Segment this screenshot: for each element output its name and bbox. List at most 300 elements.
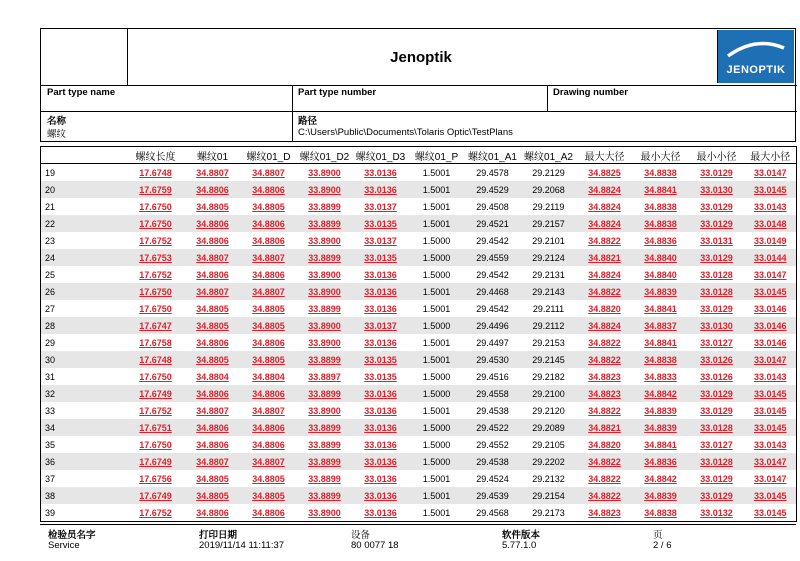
table-cell: 29.2112 xyxy=(521,317,577,334)
table-cell: 34.8807 xyxy=(185,249,241,266)
table-cell: 33.0136 xyxy=(364,473,397,484)
table-cell: 34.8823 xyxy=(588,371,621,382)
table-cell: 29.4578 xyxy=(476,167,509,178)
table-cell: 33.0147 xyxy=(745,351,797,368)
table-cell: 29.4468 xyxy=(465,283,521,300)
table-cell: 34.8806 xyxy=(196,507,229,518)
table-cell: 34.8824 xyxy=(577,181,633,198)
table-cell: 33.0145 xyxy=(745,385,797,402)
row-index-cell: 34 xyxy=(41,419,127,436)
table-cell: 29.2119 xyxy=(532,201,565,212)
report-title: Jenoptik xyxy=(390,48,452,66)
table-cell: 34.8807 xyxy=(196,405,229,416)
table-cell: 33.0136 xyxy=(353,181,409,198)
table-cell: 17.6751 xyxy=(127,419,185,436)
report-header xyxy=(40,28,796,142)
device-label: 设备 xyxy=(351,530,371,541)
table-cell: 34.8838 xyxy=(633,215,689,232)
table-row xyxy=(41,453,797,470)
table-cell: 29.2173 xyxy=(532,507,565,518)
table-cell: 34.8806 xyxy=(196,439,229,450)
table-cell: 34.8805 xyxy=(196,303,229,314)
table-cell: 34.8806 xyxy=(241,181,297,198)
table-cell: 34.8805 xyxy=(241,487,297,504)
table-cell: 33.8899 xyxy=(297,351,353,368)
header-divider xyxy=(292,85,293,142)
table-cell: 29.2145 xyxy=(521,351,577,368)
row-index-cell: 28 xyxy=(41,317,127,334)
table-cell: 29.4539 xyxy=(465,487,521,504)
table-cell: 33.0128 xyxy=(689,453,745,470)
table-cell: 33.0146 xyxy=(753,337,787,348)
table-cell: 33.0143 xyxy=(753,439,787,450)
table-cell: 33.0136 xyxy=(353,385,409,402)
table-cell: 33.8899 xyxy=(308,439,341,450)
header-divider xyxy=(547,85,548,111)
table-cell: 17.6756 xyxy=(139,473,172,484)
table-cell: 33.8900 xyxy=(308,167,341,178)
table-row xyxy=(41,487,797,504)
table-row xyxy=(41,368,797,385)
table-cell: 29.2120 xyxy=(532,405,565,416)
table-row xyxy=(41,249,797,266)
table-cell: 33.0130 xyxy=(689,317,745,334)
table-cell: 33.0137 xyxy=(353,317,409,334)
table-cell: 33.8899 xyxy=(297,487,353,504)
table-cell: 33.0126 xyxy=(700,371,733,382)
column-header: 螺纹01_P xyxy=(409,147,465,164)
table-cell: 1.5001 xyxy=(422,507,451,518)
table-cell: 29.4530 xyxy=(465,351,521,368)
software-label: 软件版本 xyxy=(502,530,541,541)
report-page xyxy=(40,28,796,551)
table-cell: 33.0146 xyxy=(753,303,787,314)
table-cell: 34.8840 xyxy=(644,269,677,280)
table-cell: 29.4542 xyxy=(476,269,509,280)
table-cell: 34.8824 xyxy=(588,269,621,280)
table-cell: 34.8806 xyxy=(196,235,229,246)
table-cell: 34.8841 xyxy=(644,337,677,348)
table-cell: 33.0129 xyxy=(689,215,745,232)
table-cell: 34.8804 xyxy=(196,371,229,382)
table-cell: 34.8820 xyxy=(588,303,621,314)
page-label: 页 xyxy=(653,530,663,541)
table-cell: 33.0147 xyxy=(753,269,787,280)
table-cell: 34.8805 xyxy=(252,473,285,484)
table-cell: 1.5001 xyxy=(409,351,465,368)
table-row xyxy=(41,266,797,283)
row-index-cell: 36 xyxy=(41,453,127,470)
table-row xyxy=(41,436,797,453)
column-header: 螺纹01_A1 xyxy=(465,147,521,164)
table-cell: 29.4496 xyxy=(465,317,521,334)
table-row xyxy=(41,317,797,334)
table-cell: 29.4508 xyxy=(476,201,509,212)
table-cell: 34.8807 xyxy=(185,453,241,470)
table-cell: 33.8899 xyxy=(308,201,341,212)
table-cell: 33.8900 xyxy=(308,507,341,518)
report-footer xyxy=(40,524,796,551)
column-header: 最大小径 xyxy=(745,147,797,164)
part-type-name-label: Part type name xyxy=(47,87,116,98)
row-index-cell: 23 xyxy=(45,235,56,246)
table-cell: 33.8900 xyxy=(308,337,341,348)
table-cell: 33.0135 xyxy=(353,215,409,232)
table-cell: 1.5000 xyxy=(409,249,465,266)
logo-text: JENOPTIK xyxy=(726,64,786,76)
table-cell: 17.6752 xyxy=(139,405,172,416)
table-cell: 34.8842 xyxy=(633,385,689,402)
column-header: 螺纹长度 xyxy=(127,147,185,164)
table-cell: 33.0136 xyxy=(364,167,397,178)
table-cell: 33.8900 xyxy=(297,181,353,198)
table-cell: 29.2068 xyxy=(521,181,577,198)
table-cell: 34.8838 xyxy=(633,351,689,368)
table-cell: 33.0129 xyxy=(700,405,733,416)
table-cell: 34.8806 xyxy=(185,181,241,198)
table-cell: 1.5001 xyxy=(422,405,451,416)
table-cell: 1.5000 xyxy=(409,385,465,402)
table-cell: 34.8806 xyxy=(196,269,229,280)
table-row xyxy=(41,164,797,182)
table-cell: 33.0136 xyxy=(364,337,397,348)
path-label: 路径 xyxy=(298,116,318,127)
table-cell: 33.0136 xyxy=(364,303,397,314)
table-cell: 34.8822 xyxy=(577,453,633,470)
table-cell: 29.2101 xyxy=(532,235,565,246)
row-index-cell: 29 xyxy=(45,337,56,348)
table-cell: 34.8807 xyxy=(241,249,297,266)
table-cell: 33.0135 xyxy=(364,371,397,382)
table-row xyxy=(41,283,797,300)
table-cell: 29.4568 xyxy=(476,507,509,518)
table-cell: 33.8899 xyxy=(297,385,353,402)
table-cell: 33.8900 xyxy=(308,269,341,280)
table-cell: 34.8823 xyxy=(588,507,621,518)
table-cell: 29.2182 xyxy=(532,371,565,382)
table-cell: 33.0129 xyxy=(700,201,733,212)
table-cell: 17.6749 xyxy=(127,487,185,504)
header-blank-cell xyxy=(41,29,128,85)
table-cell: 1.5001 xyxy=(422,473,451,484)
table-cell: 1.5000 xyxy=(409,317,465,334)
table-cell: 29.4552 xyxy=(476,439,509,450)
table-cell: 17.6749 xyxy=(127,385,185,402)
table-cell: 33.0128 xyxy=(689,283,745,300)
table-cell: 34.8836 xyxy=(633,453,689,470)
table-cell: 34.8833 xyxy=(644,371,677,382)
table-cell: 34.8807 xyxy=(185,283,241,300)
inspector-value: Service xyxy=(48,540,80,551)
table-cell: 34.8822 xyxy=(588,473,621,484)
table-cell: 33.0136 xyxy=(353,283,409,300)
table-cell: 29.4516 xyxy=(476,371,509,382)
table-cell: 33.0149 xyxy=(753,235,787,246)
table-cell: 33.0136 xyxy=(364,507,397,518)
row-index-cell: 39 xyxy=(45,507,56,518)
table-cell: 1.5001 xyxy=(422,337,451,348)
table-cell: 29.4524 xyxy=(476,473,509,484)
header-divider xyxy=(41,85,797,86)
table-cell: 33.0128 xyxy=(689,419,745,436)
column-header: 最小大径 xyxy=(633,147,689,164)
table-cell: 33.0126 xyxy=(689,351,745,368)
table-cell: 1.5001 xyxy=(409,215,465,232)
table-cell: 33.8897 xyxy=(308,371,341,382)
table-cell: 29.2129 xyxy=(532,167,565,178)
row-index-cell: 21 xyxy=(45,201,56,212)
table-cell: 29.2132 xyxy=(532,473,565,484)
table-row xyxy=(41,232,797,249)
page-value: 2 / 6 xyxy=(653,540,672,551)
table-cell: 33.8900 xyxy=(297,317,353,334)
table-cell: 29.2154 xyxy=(521,487,577,504)
table-cell: 34.8838 xyxy=(644,201,677,212)
table-cell: 29.2124 xyxy=(521,249,577,266)
row-index-cell: 25 xyxy=(45,269,56,280)
table-row xyxy=(41,470,797,487)
table-cell: 34.8806 xyxy=(185,385,241,402)
table-cell: 33.0127 xyxy=(700,439,733,450)
table-cell: 17.6749 xyxy=(127,453,185,470)
table-cell: 1.5000 xyxy=(422,269,451,280)
table-cell: 29.2100 xyxy=(521,385,577,402)
name-label: 名称 xyxy=(47,116,67,127)
table-cell: 1.5000 xyxy=(409,419,465,436)
table-cell: 33.8900 xyxy=(308,405,341,416)
table-row xyxy=(41,419,797,436)
table-cell: 33.8899 xyxy=(308,473,341,484)
table-cell: 29.2202 xyxy=(521,453,577,470)
table-cell: 34.8822 xyxy=(577,283,633,300)
table-cell: 34.8806 xyxy=(241,419,297,436)
table-cell: 34.8806 xyxy=(252,439,285,450)
table-cell: 33.8899 xyxy=(297,419,353,436)
table-cell: 34.8806 xyxy=(252,235,285,246)
table-cell: 33.8900 xyxy=(308,235,341,246)
table-cell: 33.0132 xyxy=(700,507,733,518)
table-cell: 34.8806 xyxy=(185,419,241,436)
table-cell: 33.0143 xyxy=(753,201,787,212)
table-cell: 33.0136 xyxy=(353,419,409,436)
logo-arc-icon xyxy=(726,36,786,60)
table-cell: 33.0128 xyxy=(700,269,733,280)
row-index-cell: 37 xyxy=(45,473,56,484)
table-row xyxy=(41,300,797,317)
table-cell: 1.5000 xyxy=(422,439,451,450)
table-cell: 34.8841 xyxy=(633,181,689,198)
table-cell: 34.8806 xyxy=(196,337,229,348)
column-header: 螺纹01_A2 xyxy=(521,147,577,164)
table-cell: 34.8838 xyxy=(644,507,677,518)
table-cell: 34.8806 xyxy=(252,269,285,280)
table-cell: 17.6753 xyxy=(127,249,185,266)
table-cell: 34.8807 xyxy=(241,283,297,300)
table-cell: 34.8839 xyxy=(633,419,689,436)
table-cell: 1.5001 xyxy=(409,487,465,504)
column-header: 螺纹01_D xyxy=(241,147,297,164)
table-cell: 34.8824 xyxy=(577,215,633,232)
table-cell: 34.8839 xyxy=(633,487,689,504)
table-cell: 34.8842 xyxy=(644,473,677,484)
table-cell: 29.2157 xyxy=(521,215,577,232)
table-cell: 1.5001 xyxy=(409,283,465,300)
table-cell: 1.5000 xyxy=(409,453,465,470)
print-date-label: 打印日期 xyxy=(199,530,238,541)
table-cell: 34.8807 xyxy=(196,167,229,178)
table-cell: 17.6750 xyxy=(139,201,172,212)
table-row xyxy=(41,504,797,522)
table-cell: 33.0136 xyxy=(364,269,397,280)
column-header xyxy=(41,147,127,164)
table-cell: 33.0136 xyxy=(353,487,409,504)
table-cell: 29.4538 xyxy=(465,453,521,470)
table-cell: 34.8806 xyxy=(252,507,285,518)
table-cell: 33.0145 xyxy=(745,283,797,300)
table-cell: 34.8825 xyxy=(588,167,621,178)
table-cell: 34.8823 xyxy=(577,385,633,402)
table-cell: 33.8900 xyxy=(297,283,353,300)
table-cell: 33.0129 xyxy=(700,303,733,314)
table-cell: 29.4522 xyxy=(465,419,521,436)
table-cell: 17.6748 xyxy=(127,351,185,368)
table-cell: 33.8899 xyxy=(297,215,353,232)
inspector-label: 检验员名字 xyxy=(48,530,96,541)
table-cell: 34.8805 xyxy=(241,351,297,368)
table-cell: 29.4538 xyxy=(476,405,509,416)
table-cell: 34.8822 xyxy=(588,405,621,416)
table-cell: 34.8805 xyxy=(252,303,285,314)
table-cell: 1.5000 xyxy=(422,371,451,382)
table-cell: 29.2089 xyxy=(521,419,577,436)
table-cell: 34.8839 xyxy=(633,283,689,300)
table-cell: 34.8805 xyxy=(185,317,241,334)
table-cell: 34.8805 xyxy=(252,201,285,212)
table-cell: 17.6750 xyxy=(139,303,172,314)
table-cell: 34.8841 xyxy=(644,303,677,314)
table-cell: 34.8838 xyxy=(644,167,677,178)
table-row xyxy=(41,402,797,419)
column-header: 螺纹01_D2 xyxy=(297,147,353,164)
table-cell: 33.0129 xyxy=(700,473,733,484)
table-cell: 33.0144 xyxy=(745,249,797,266)
table-row xyxy=(41,385,797,402)
table-cell: 29.2131 xyxy=(532,269,565,280)
table-cell: 29.4558 xyxy=(465,385,521,402)
table-cell: 17.6748 xyxy=(139,167,172,178)
header-divider xyxy=(41,111,797,112)
table-cell: 29.4542 xyxy=(476,235,509,246)
table-cell: 33.0145 xyxy=(745,419,797,436)
name-value: 螺纹 xyxy=(47,129,67,140)
table-cell: 33.0127 xyxy=(700,337,733,348)
table-cell: 29.4559 xyxy=(465,249,521,266)
table-cell: 34.8804 xyxy=(252,371,285,382)
table-cell: 33.0135 xyxy=(353,249,409,266)
table-cell: 33.0129 xyxy=(689,249,745,266)
table-cell: 17.6752 xyxy=(139,269,172,280)
table-cell: 34.8821 xyxy=(577,419,633,436)
table-cell: 17.6750 xyxy=(127,215,185,232)
table-row xyxy=(41,198,797,215)
table-cell: 1.5001 xyxy=(422,167,451,178)
print-date-value: 2019/11/14 11:11:37 xyxy=(199,540,285,551)
measurement-table xyxy=(40,146,797,522)
table-cell: 33.0131 xyxy=(700,235,733,246)
table-cell: 34.8839 xyxy=(644,405,677,416)
table-cell: 17.6752 xyxy=(139,507,172,518)
row-index-cell: 26 xyxy=(41,283,127,300)
table-cell: 29.2105 xyxy=(532,439,565,450)
table-cell: 29.4521 xyxy=(465,215,521,232)
row-index-cell: 20 xyxy=(41,181,127,198)
table-cell: 34.8836 xyxy=(644,235,677,246)
table-cell: 33.8899 xyxy=(297,453,353,470)
table-cell: 34.8822 xyxy=(588,235,621,246)
table-cell: 34.8805 xyxy=(196,473,229,484)
table-cell: 34.8820 xyxy=(588,439,621,450)
table-cell: 17.6758 xyxy=(139,337,172,348)
column-header: 最小小径 xyxy=(689,147,745,164)
table-cell: 29.2153 xyxy=(532,337,565,348)
table-cell: 34.8806 xyxy=(241,215,297,232)
table-cell: 34.8837 xyxy=(633,317,689,334)
table-cell: 17.6759 xyxy=(127,181,185,198)
table-cell: 29.4497 xyxy=(476,337,509,348)
table-cell: 33.0129 xyxy=(700,167,733,178)
table-cell: 33.0137 xyxy=(364,201,397,212)
part-type-number-label: Part type number xyxy=(298,87,377,98)
table-cell: 34.8805 xyxy=(196,201,229,212)
table-cell: 33.0136 xyxy=(353,453,409,470)
column-header: 螺纹01_D3 xyxy=(353,147,409,164)
table-cell: 34.8822 xyxy=(588,337,621,348)
row-index-cell: 19 xyxy=(45,167,56,178)
table-header-row xyxy=(41,147,797,164)
table-cell: 34.8822 xyxy=(577,351,633,368)
row-index-cell: 35 xyxy=(45,439,56,450)
table-cell: 29.2111 xyxy=(532,303,565,314)
table-row xyxy=(41,334,797,351)
table-cell: 34.8806 xyxy=(185,215,241,232)
table-cell: 34.8821 xyxy=(577,249,633,266)
table-cell: 1.5001 xyxy=(409,181,465,198)
table-cell: 34.8807 xyxy=(241,453,297,470)
row-index-cell: 24 xyxy=(41,249,127,266)
column-header: 螺纹01 xyxy=(185,147,241,164)
table-row xyxy=(41,215,797,232)
table-cell: 34.8807 xyxy=(252,167,285,178)
table-cell: 17.6752 xyxy=(139,235,172,246)
table-cell: 29.4542 xyxy=(476,303,509,314)
software-value: 5.77.1.0 xyxy=(502,540,537,551)
drawing-number-label: Drawing number xyxy=(553,87,628,98)
table-cell: 34.8806 xyxy=(241,385,297,402)
table-cell: 33.0137 xyxy=(364,235,397,246)
row-index-cell: 33 xyxy=(45,405,56,416)
table-cell: 34.8840 xyxy=(633,249,689,266)
table-cell: 33.0148 xyxy=(745,215,797,232)
table-cell: 34.8824 xyxy=(577,317,633,334)
table-cell: 33.0147 xyxy=(753,167,787,178)
table-cell: 34.8807 xyxy=(252,405,285,416)
table-cell: 33.0145 xyxy=(745,487,797,504)
jenoptik-logo xyxy=(717,30,794,83)
table-cell: 17.6750 xyxy=(127,283,185,300)
table-cell: 34.8805 xyxy=(241,317,297,334)
row-index-cell: 32 xyxy=(41,385,127,402)
path-value: C:\Users\Public\Documents\Tolaris Optic\TestPlans xyxy=(298,127,513,138)
